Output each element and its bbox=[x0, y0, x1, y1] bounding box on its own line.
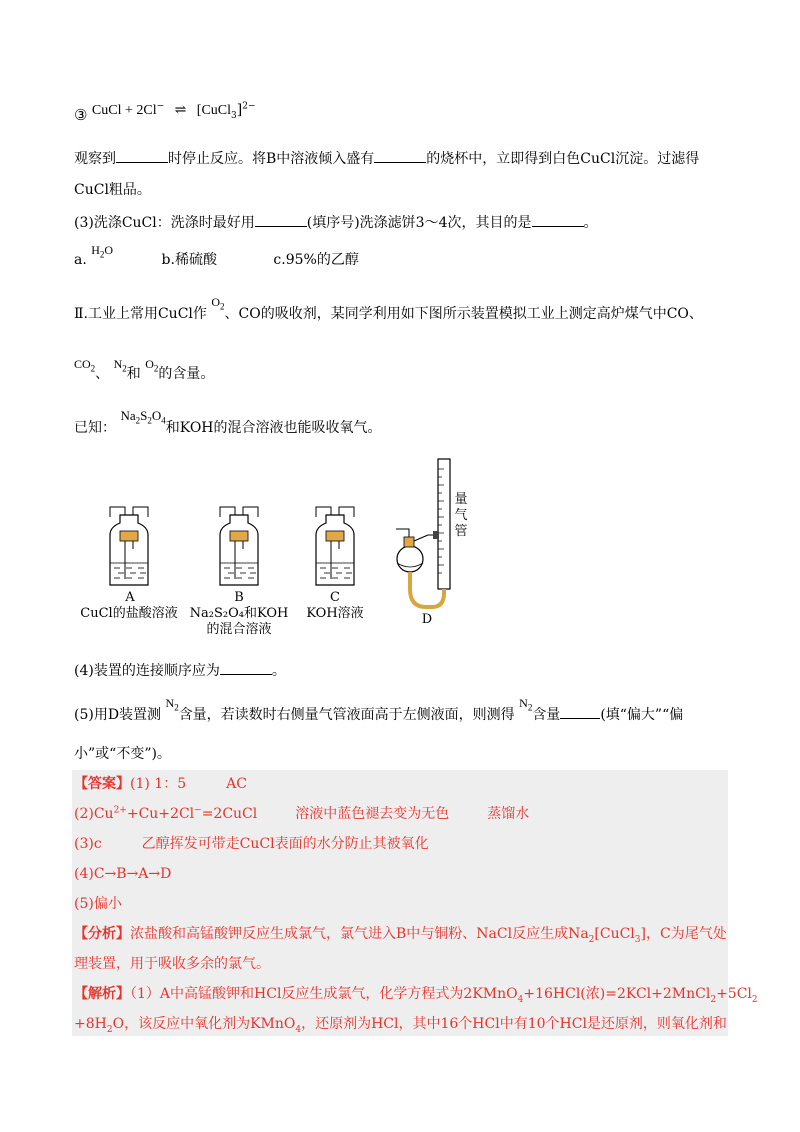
q5-text-5: 小”或“不变”)。 bbox=[74, 746, 171, 762]
o2-sub: 2 bbox=[220, 301, 225, 312]
observation-text bbox=[74, 148, 699, 169]
q5-text-3: 含量 bbox=[532, 707, 561, 723]
f-s: S bbox=[140, 408, 148, 423]
obs-part-c: 的烧杯中，立即得到白色CuCl沉淀。过滤得 bbox=[426, 151, 700, 167]
part2-tail: 的含量。 bbox=[158, 366, 215, 382]
answer-2b-sup: − bbox=[194, 805, 202, 816]
option-a-formula bbox=[91, 243, 114, 260]
answer-line-4 bbox=[74, 864, 171, 884]
explain-text-2b: O，该反应中氧化剂为KMnO bbox=[112, 1016, 296, 1032]
analysis-text-2: 理装置，用于吸收多余的氯气。 bbox=[74, 956, 270, 972]
explain-line-1 bbox=[74, 984, 758, 1004]
explain-sub-3: 2 bbox=[751, 994, 758, 1005]
equation-rhs-sub: 3 bbox=[231, 110, 237, 121]
q5-n2b-formula bbox=[519, 696, 533, 713]
na2s2o4-formula bbox=[120, 408, 166, 426]
bottle-c-label: KOH溶液 bbox=[306, 606, 364, 621]
answer-2a: (2)Cu bbox=[74, 806, 114, 822]
answer-blank[interactable] bbox=[374, 148, 426, 163]
q5-nb: N bbox=[519, 696, 528, 710]
answer-line-1 bbox=[74, 774, 247, 794]
explain-text-1c: +5Cl bbox=[716, 986, 752, 1002]
explain-text-1b: +16HCl(浓)=2KCl+2MnCl bbox=[523, 986, 711, 1002]
obs-part-d: CuCl粗品。 bbox=[74, 182, 151, 198]
analysis-tag: 【分析】 bbox=[74, 926, 130, 942]
bottle-a-label: CuCl的盐酸溶液 bbox=[80, 606, 178, 621]
part2-text-1: Ⅱ.工业上常用CuCl作 bbox=[74, 306, 207, 322]
answer-blank[interactable] bbox=[220, 660, 272, 675]
n2-n: N bbox=[113, 357, 123, 371]
part2-text-2: 、CO的吸收剂，某同学利用如下图所示装置模拟工业上测定高炉煤气中CO、 bbox=[224, 306, 703, 322]
q4-text: (4)装置的连接顺序应为 bbox=[74, 663, 220, 679]
explain-text-1: （1）A中高锰酸钾和HCl反应生成氯气，化学方程式为2KMnO bbox=[130, 986, 518, 1002]
q5-n: N bbox=[165, 696, 175, 710]
question-5-cont bbox=[74, 744, 171, 764]
question-5 bbox=[74, 696, 684, 725]
o2-formula bbox=[211, 295, 225, 312]
explain-sub-2: 2 bbox=[710, 994, 717, 1005]
q5-text-4: (填“偏大”“偏 bbox=[600, 707, 684, 723]
equation-lhs-charge: − bbox=[156, 101, 165, 112]
option-a-sub: 2 bbox=[99, 249, 105, 260]
equation-arrow: ⇌ bbox=[174, 102, 187, 118]
o2b-o: O bbox=[145, 357, 154, 371]
analysis-text-1: 浓盐酸和高锰酸钾反应生成氯气，氯气进入B中与铜粉、NaCl反应生成Na bbox=[130, 926, 589, 942]
o2b-sub: 2 bbox=[153, 363, 159, 374]
analysis-line-2 bbox=[74, 954, 270, 974]
explain-text-2c: ，还原剂为HCl，其中16个HCl中有10个HCl是还原剂，则氧化剂和 bbox=[301, 1016, 727, 1032]
q3-options bbox=[74, 243, 359, 270]
separator: 、 bbox=[95, 366, 110, 382]
bottle-b-label-2: 的混合溶液 bbox=[206, 622, 272, 637]
equation-rhs-charge: 2− bbox=[242, 101, 256, 112]
answer-3b: 乙醇挥发可带走CuCl表面的水分防止其被氧化 bbox=[141, 836, 429, 852]
bottle-c bbox=[316, 507, 354, 585]
answer-1b: AC bbox=[226, 776, 247, 792]
q5-text-2: 含量，若读数时右侧量气管液面高于左侧液面，则测得 bbox=[178, 707, 515, 723]
equation-rhs-bracket: ] bbox=[236, 102, 243, 118]
equation-number: ③ bbox=[74, 106, 88, 124]
f-sub1: 2 bbox=[135, 415, 141, 426]
co2-co: CO bbox=[74, 357, 91, 371]
option-b: b.稀硫酸 bbox=[161, 252, 217, 268]
part-2-intro-cont bbox=[74, 357, 215, 384]
answer-4: (4)C→B→A→D bbox=[74, 866, 172, 882]
analysis-sub-1: 2 bbox=[588, 934, 595, 945]
f-na: Na bbox=[120, 408, 136, 423]
known-tail: 和KOH的混合溶液也能吸收氧气。 bbox=[165, 420, 382, 436]
o2b-formula bbox=[145, 357, 159, 374]
observation-text-cont bbox=[74, 180, 151, 200]
analysis-line-1 bbox=[74, 924, 727, 944]
q5-subb: 2 bbox=[527, 702, 533, 713]
bottle-a-letter: A bbox=[125, 590, 135, 605]
q3-end: 。 bbox=[583, 215, 598, 231]
answer-tag: 【答案】 bbox=[74, 776, 130, 792]
n2-sub: 2 bbox=[122, 363, 127, 374]
q5-n2-formula bbox=[165, 696, 179, 713]
burette-label: 量气管 bbox=[454, 492, 468, 539]
f-o: O bbox=[151, 408, 162, 423]
answer-2d: 溶液中蓝色褪去变为无色 bbox=[295, 806, 450, 822]
obs-part-b: 时停止反应。将B中溶液倾入盛有 bbox=[168, 151, 375, 167]
and-word: 和 bbox=[126, 366, 141, 382]
answer-blank[interactable] bbox=[532, 212, 584, 227]
answer-2c: =2CuCl bbox=[201, 806, 258, 822]
answer-line-5 bbox=[74, 894, 122, 914]
bottle-a bbox=[110, 507, 148, 585]
explain-tag: 【解析】 bbox=[74, 986, 130, 1002]
answer-2a-sup: 2+ bbox=[113, 805, 127, 816]
bottle-b-label-1: Na₂S₂O₄和KOH bbox=[189, 606, 289, 621]
bottle-b bbox=[220, 507, 258, 585]
gas-burette-d bbox=[396, 459, 450, 607]
question-4 bbox=[74, 660, 286, 681]
bottle-b-letter: B bbox=[234, 590, 244, 605]
q3-mid: (填序号)洗涤滤饼3～4次，其目的是 bbox=[306, 215, 532, 231]
explain-sub-4: 2 bbox=[106, 1024, 113, 1035]
co2-sub: 2 bbox=[90, 363, 96, 374]
question-3 bbox=[74, 212, 598, 233]
f-sub3: 4 bbox=[161, 415, 166, 426]
n2-formula bbox=[113, 357, 127, 374]
equation-rhs: [CuCl bbox=[196, 103, 232, 118]
answer-blank[interactable] bbox=[116, 148, 168, 163]
option-a-h: H bbox=[91, 243, 100, 257]
known-prefix: 已知： bbox=[74, 420, 116, 436]
f-sub2: 2 bbox=[147, 415, 152, 426]
answer-5: (5)偏小 bbox=[74, 896, 122, 912]
co2-formula bbox=[74, 357, 96, 374]
o2-o: O bbox=[211, 295, 221, 309]
part-2-intro bbox=[74, 295, 703, 324]
explain-text-2: +8H bbox=[74, 1016, 107, 1032]
answer-1a: (1) 1：5 bbox=[130, 776, 187, 792]
equation-lhs: CuCl + 2Cl bbox=[91, 103, 157, 118]
answer-line-3 bbox=[74, 834, 429, 854]
bottle-c-letter: C bbox=[330, 590, 340, 605]
known-condition bbox=[74, 408, 382, 438]
apparatus-d-letter: D bbox=[421, 612, 433, 627]
analysis-text-1b: [CuCl bbox=[594, 926, 635, 942]
obs-part-a: 观察到 bbox=[74, 151, 116, 167]
answer-line-2 bbox=[74, 804, 529, 824]
analysis-text-1c: ]，C为尾气处 bbox=[640, 926, 727, 942]
answer-2e: 蒸馏水 bbox=[487, 806, 530, 822]
option-a-o: O bbox=[104, 243, 114, 257]
option-a-label: a. bbox=[74, 252, 87, 268]
explain-line-2 bbox=[74, 1014, 727, 1034]
q4-end: 。 bbox=[271, 663, 286, 679]
answer-2b: +Cu+2Cl bbox=[126, 806, 195, 822]
explain-sub-5: 4 bbox=[295, 1024, 302, 1035]
explain-sub-1: 4 bbox=[517, 994, 524, 1005]
q5-sub: 2 bbox=[174, 702, 179, 713]
q5-text-1: (5)用D装置测 bbox=[74, 707, 162, 723]
equation-3 bbox=[74, 100, 256, 125]
option-c: c.95%的乙醇 bbox=[273, 252, 359, 268]
answer-blank[interactable] bbox=[560, 704, 600, 719]
answer-blank[interactable] bbox=[255, 212, 307, 227]
analysis-sub-2: 3 bbox=[634, 934, 641, 945]
q3-text: (3)洗涤CuCl：洗涤时最好用 bbox=[74, 215, 255, 231]
apparatus-diagram bbox=[0, 455, 800, 655]
answer-3a: (3)c bbox=[74, 836, 102, 852]
